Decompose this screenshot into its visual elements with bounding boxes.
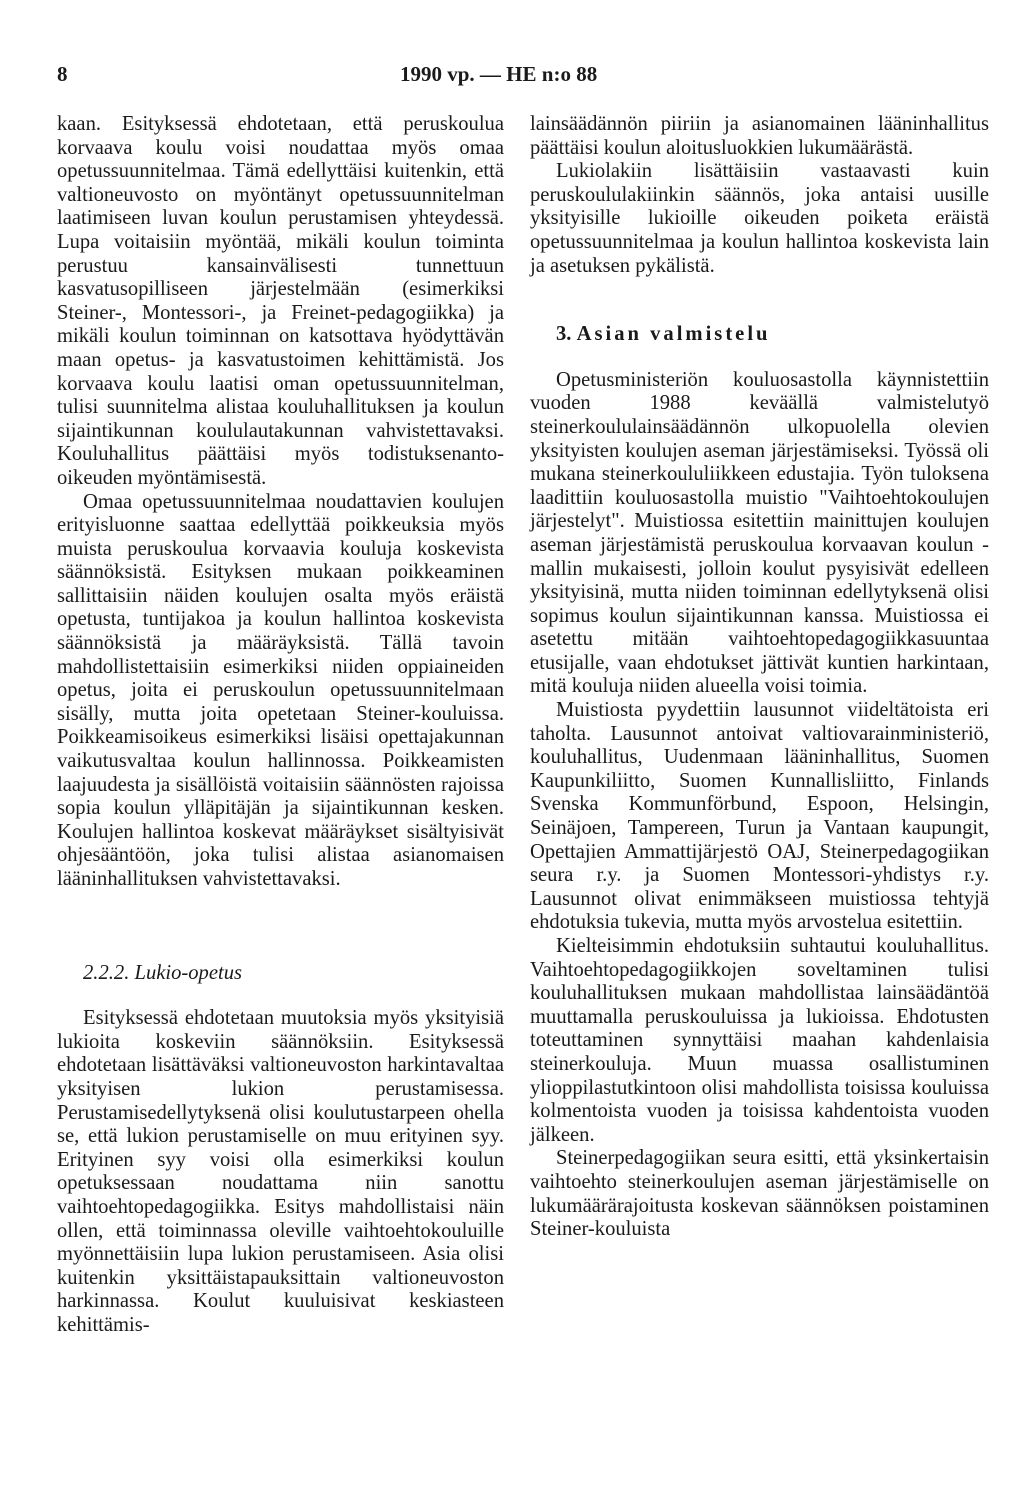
spacer (530, 278, 989, 323)
right-paragraph-2: Lukiolakiin lisättäisiin vastaavasti kuin peruskoululakiinkin säännös, joka antaisi uusille yksityisille lukioille oikeuden poiketa eräistä opetussuunnitelmaa ja koulun hallintoa koskevista lain ja asetuksen pykälistä. (530, 160, 989, 277)
right-column (530, 113, 989, 1242)
spacer (57, 985, 504, 1007)
right-paragraph-1: lainsäädännön piiriin ja asianomainen lääninhallitus päättäisi koulun aloitusluokkien lukumäärästä. (530, 113, 989, 159)
right-paragraph-6: Steinerpedagogiikan seura esitti, että yksinkertaisin vaihtoehto steinerkoulujen aseman järjestämiselle on lukumäärärajoitusta koskevan säännöksen poistaminen Steiner-kouluista (530, 1147, 989, 1241)
section-heading-lukio-opetus: 2.2.2. Lukio-opetus (83, 961, 243, 984)
left-column (57, 113, 504, 1338)
page-header (0, 62, 1024, 92)
spacer (57, 892, 504, 962)
left-paragraph-3: Esityksessä ehdotetaan muutoksia myös yksityisiä lukioita koskeviin säännöksiin. Esityksessä ehdotetaan lisättäväksi valtioneuvoston harkintavaltaa yksityisen lukion perustamisessa. Perustamisedellytyksenä olisi koulutustarpeen ohella se, että lukion perustamiselle on muu erityinen syy. Erityinen syy voisi olla esimerkiksi koulun opetuksessaan noudattama niin sanottu vaihtoehtopedagogiikka. Esitys mahdollistaisi näin ollen, että toiminnassa oleville vaihtoehtokouluille myönnettäisiin lupa lukion perustamiseen. Asia olisi kuitenkin yksittäistapauksittain valtioneuvoston harkinnassa. Koulut kuuluisivat keskiasteen kehittämis- (57, 1007, 504, 1336)
right-paragraph-5: Kielteisimmin ehdotuksiin suhtautui kouluhallitus. Vaihtoehtopedagogiikkojen soveltaminen tulisi kouluhallituksen mukaan mahdollistaa lainsäädäntöä muuttamalla peruskouluissa ja lukioissa. Ehdotusten toteuttaminen synnyttäisi maahan kahdenlaisia steinerkouluja. Muun muassa osallistuminen ylioppilastutkintoon olisi mahdollista toisissa kouluissa kolmentoista vuoden ja toisissa kahdentoista vuoden jälkeen. (530, 935, 989, 1146)
section-title: Asian valmistelu (576, 323, 771, 346)
page-number: 8 (57, 62, 68, 86)
left-paragraph-2: Omaa opetussuunnitelmaa noudattavien koulujen erityisluonne saattaa edellyttää poikkeuksia myös muista peruskoulua korvaavia kouluja koskevista säännöksistä. Esityksen mukaan poikkeaminen sallittaisiin näiden koulujen osalta myös eräistä opetusta, tuntijakoa ja koulun hallintoa koskevista säännöksistä ja määräyksistä. Tällä tavoin mahdollistettaisiin esimerkiksi niiden oppiaineiden opetus, joita ei peruskoulun opetussuunnitelmaan sisälly, mutta joita opetetaan Steiner-kouluissa. Poikkeamisoikeus esimerkiksi lisäisi opettajakunnan vaikutusvaltaa koulun hallinnossa. Poikkeamisten laajuudesta ja sisällöistä voitaisiin säännösten rajoissa sopia koulun ylläpitäjän ja sijaintikunnan kesken. Koulujen hallintoa koskevat määräykset sisältyisivät ohjesääntöön, joka tulisi alistaa asianomaisen lääninhallituksen vahvistettavaksi. (57, 490, 504, 890)
spacer (530, 347, 989, 369)
left-paragraph-1: kaan. Esityksessä ehdotetaan, että peruskoulua korvaava koulu voisi noudattaa myös omaa opetussuunnitelmaa. Tämä edellyttäisi kuitenkin, että valtioneuvosto on myöntänyt opetussuunnitelman laatimiseen luvan koulun perustamisen yhteydessä. Lupa voitaisiin myöntää, mikäli koulun toiminta perustuu kansainvälisesti tunnettuun kasvatusopilliseen järjestelmään (esimerkiksi Steiner-, Montessori-, ja Freinet-pedagogiikka) ja mikäli koulun toiminnan on katsottava hyödyttävän maan opetus- ja kasvatustoimen kehittämistä. Jos korvaava koulu laatisi oman opetussuunnitelman, tulisi suunnitelma alistaa kouluhallituksen ja koulun sijaintikunnan koululautakunnan vahvistettavaksi. Kouluhallitus päättäisi myös todistuksenanto-oikeuden myöntämisestä. (57, 113, 504, 489)
right-paragraph-3: Opetusministeriön kouluosastolla käynnistettiin vuoden 1988 keväällä valmistelutyö steinerkoululainsäädännön ulkopuolella olevien yksityisten koulujen aseman järjestämiseksi. Työssä oli mukana steinerkoululiikkeen edustajia. Työn tuloksena laadittiin kouluosastolla muistio "Vaihtoehtokoulujen järjestelyt". Muistiossa esitettiin mainittujen koulujen aseman järjestämistä peruskoulua korvaavan koulun -mallin mukaisesti, jolloin koulut pysyisivät edelleen yksityisinä, mutta niiden toiminnan edellytyksenä olisi sopimus koulun sijaintikunnan kanssa. Muistiossa ei asetettu mitään vaihtoehtopedagogiikkasuuntaa etusijalle, vaan ehdotukset jättivät kuntien harkintaan, mitä kouluja niiden alueella voisi toimia. (530, 368, 989, 698)
section-number: 3. (556, 323, 572, 346)
right-paragraph-4: Muistiosta pyydettiin lausunnot viideltätoista eri taholta. Lausunnot antoivat valtiovarainministeriö, kouluhallitus, Uudenmaan lääninhallitus, Suomen Kaupunkiliitto, Suomen Kunnallisliitto, Finlands Svenska Kommunförbund, Espoon, Helsingin, Seinäjoen, Tampereen, Turun ja Vantaan kaupungit, Opettajien Ammattijärjestö OAJ, Steinerpedagogiikan seura r.y. ja Suomen Montessori-yhdistys r.y. Lausunnot olivat enimmäkseen muistiossa tehtyjä ehdotuksia tukevia, mutta myös arvostelua esitettiin. (530, 699, 989, 934)
section-heading-asian-valmistelu (530, 323, 989, 347)
running-head: 1990 vp. — HE n:o 88 (400, 62, 598, 86)
